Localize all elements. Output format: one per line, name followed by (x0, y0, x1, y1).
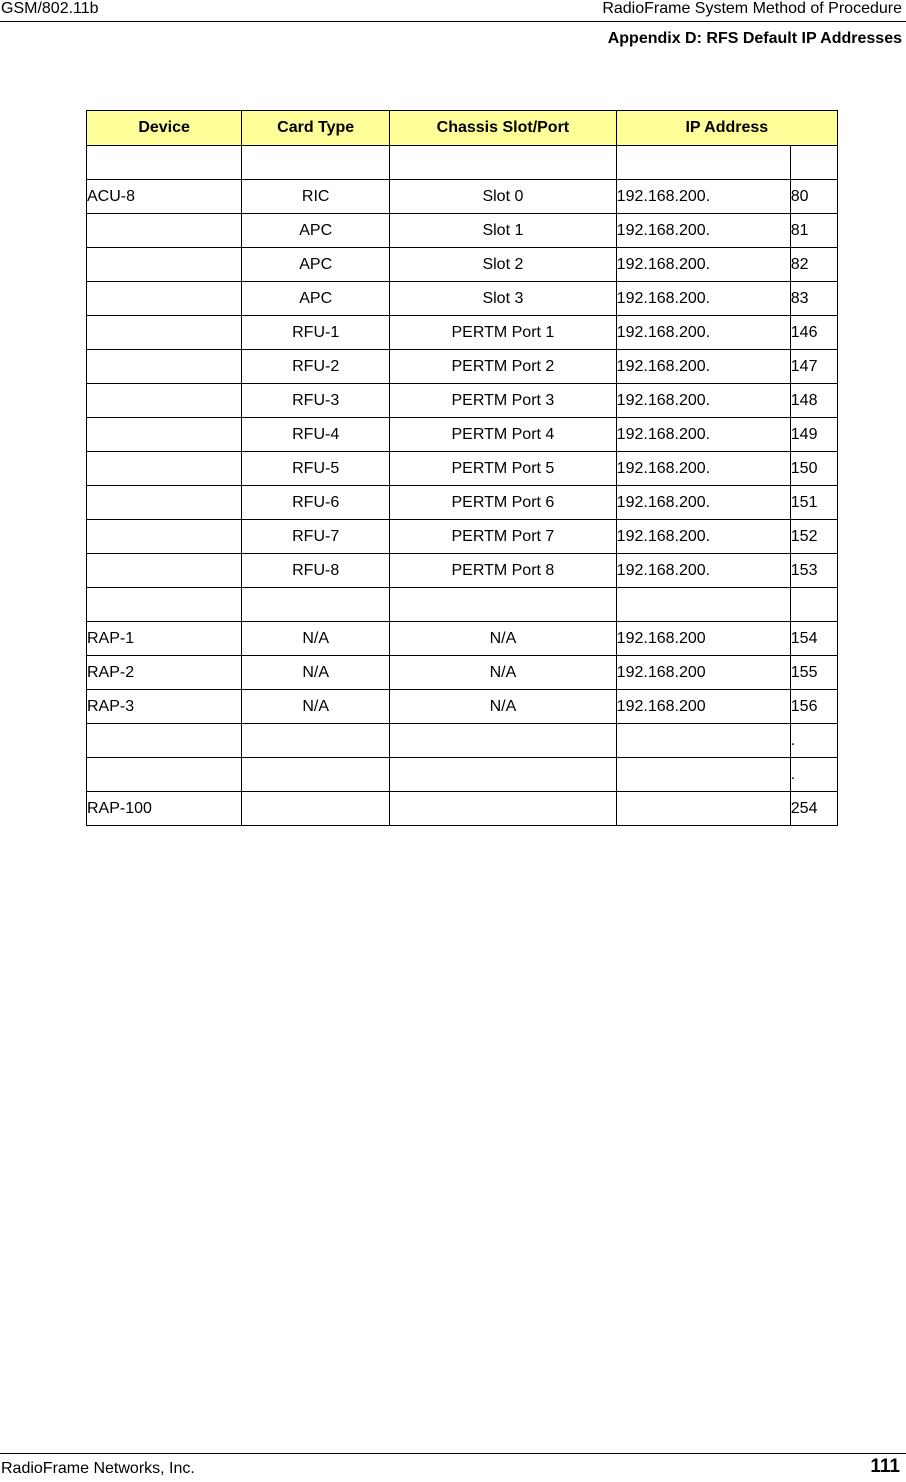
cell-chassis-slot: PERTM Port 7 (390, 520, 617, 554)
cell-chassis-slot: Slot 1 (390, 214, 617, 248)
cell-card-type: RFU-4 (242, 418, 390, 452)
cell-card-type: APC (242, 282, 390, 316)
cell-ip-octet: . (790, 724, 837, 758)
cell-device (87, 418, 242, 452)
cell-device (87, 520, 242, 554)
cell-chassis-slot: PERTM Port 3 (390, 384, 617, 418)
cell-ip-octet: . (790, 758, 837, 792)
cell-ip-prefix (616, 758, 790, 792)
section-title: Appendix D: RFS Default IP Addresses (607, 30, 902, 47)
cell-device (87, 248, 242, 282)
cell-ip-octet: 80 (790, 180, 837, 214)
cell-chassis-slot (390, 724, 617, 758)
cell-device (87, 452, 242, 486)
running-header-right: RadioFrame System Method of Procedure (602, 0, 902, 17)
table-row (87, 248, 838, 282)
cell-ip-prefix: 192.168.200. (616, 248, 790, 282)
cell-device (87, 350, 242, 384)
cell-ip-prefix: 192.168.200 (616, 622, 790, 656)
cell-ip-prefix: 192.168.200 (616, 690, 790, 724)
cell-ip-octet: 81 (790, 214, 837, 248)
table-row (87, 316, 838, 350)
cell-ip-prefix: 192.168.200. (616, 384, 790, 418)
footer-rule (0, 1453, 906, 1454)
column-header-device: Device (87, 111, 242, 146)
column-header-card-type: Card Type (242, 111, 390, 146)
cell-ip-prefix (616, 724, 790, 758)
cell-chassis-slot (390, 588, 617, 622)
table-row (87, 724, 838, 758)
table-row (87, 146, 838, 180)
cell-ip-prefix: 192.168.200. (616, 520, 790, 554)
cell-device (87, 384, 242, 418)
cell-ip-prefix: 192.168.200. (616, 316, 790, 350)
table-row (87, 350, 838, 384)
cell-card-type: RIC (242, 180, 390, 214)
table-row (87, 214, 838, 248)
table-row (87, 384, 838, 418)
cell-card-type: APC (242, 248, 390, 282)
table-row (87, 452, 838, 486)
cell-card-type (242, 758, 390, 792)
cell-chassis-slot: PERTM Port 4 (390, 418, 617, 452)
cell-chassis-slot: N/A (390, 656, 617, 690)
cell-chassis-slot (390, 792, 617, 826)
cell-device (87, 146, 242, 180)
running-header-left: GSM/802.11b (1, 0, 99, 17)
cell-ip-octet: 151 (790, 486, 837, 520)
cell-card-type: RFU-2 (242, 350, 390, 384)
table-header-row (87, 111, 838, 146)
cell-ip-octet: 152 (790, 520, 837, 554)
cell-chassis-slot: PERTM Port 5 (390, 452, 617, 486)
table-row (87, 792, 838, 826)
cell-card-type: N/A (242, 656, 390, 690)
cell-ip-octet: 148 (790, 384, 837, 418)
cell-device (87, 554, 242, 588)
cell-ip-octet: 82 (790, 248, 837, 282)
table-row (87, 588, 838, 622)
cell-chassis-slot: PERTM Port 2 (390, 350, 617, 384)
cell-card-type (242, 724, 390, 758)
cell-ip-prefix: 192.168.200. (616, 214, 790, 248)
cell-card-type: RFU-1 (242, 316, 390, 350)
cell-device (87, 758, 242, 792)
table-row (87, 520, 838, 554)
cell-ip-prefix: 192.168.200. (616, 418, 790, 452)
cell-ip-prefix: 192.168.200. (616, 180, 790, 214)
cell-card-type: N/A (242, 622, 390, 656)
column-header-ip-address: IP Address (616, 111, 837, 146)
table-row (87, 486, 838, 520)
cell-ip-prefix: 192.168.200. (616, 452, 790, 486)
header-rule (0, 21, 906, 22)
cell-card-type: RFU-8 (242, 554, 390, 588)
cell-ip-prefix: 192.168.200. (616, 554, 790, 588)
footer-company: RadioFrame Networks, Inc. (1, 1460, 195, 1477)
table-row (87, 282, 838, 316)
cell-device: ACU-8 (87, 180, 242, 214)
cell-card-type (242, 792, 390, 826)
cell-ip-octet (790, 146, 837, 180)
cell-ip-octet (790, 588, 837, 622)
cell-device: RAP-3 (87, 690, 242, 724)
cell-chassis-slot (390, 146, 617, 180)
cell-card-type: APC (242, 214, 390, 248)
cell-ip-octet: 156 (790, 690, 837, 724)
cell-ip-octet: 83 (790, 282, 837, 316)
cell-card-type: N/A (242, 690, 390, 724)
ip-address-table (86, 110, 838, 826)
cell-device: RAP-2 (87, 656, 242, 690)
cell-chassis-slot: PERTM Port 1 (390, 316, 617, 350)
cell-chassis-slot: N/A (390, 622, 617, 656)
cell-device (87, 316, 242, 350)
table-row (87, 656, 838, 690)
cell-ip-octet: 154 (790, 622, 837, 656)
cell-ip-octet: 153 (790, 554, 837, 588)
cell-card-type: RFU-3 (242, 384, 390, 418)
cell-card-type: RFU-5 (242, 452, 390, 486)
table-row (87, 758, 838, 792)
cell-chassis-slot: PERTM Port 8 (390, 554, 617, 588)
page-number: 111 (870, 1456, 900, 1477)
cell-ip-octet: 147 (790, 350, 837, 384)
cell-card-type (242, 588, 390, 622)
cell-ip-prefix: 192.168.200. (616, 486, 790, 520)
cell-chassis-slot: Slot 3 (390, 282, 617, 316)
cell-ip-prefix (616, 146, 790, 180)
table-row (87, 622, 838, 656)
column-header-chassis-slot: Chassis Slot/Port (390, 111, 617, 146)
table-row (87, 180, 838, 214)
cell-chassis-slot (390, 758, 617, 792)
cell-card-type (242, 146, 390, 180)
cell-ip-octet: 149 (790, 418, 837, 452)
cell-device (87, 486, 242, 520)
cell-ip-prefix (616, 792, 790, 826)
table-body (87, 146, 838, 826)
cell-chassis-slot: N/A (390, 690, 617, 724)
cell-device: RAP-1 (87, 622, 242, 656)
cell-ip-prefix: 192.168.200. (616, 350, 790, 384)
cell-ip-prefix (616, 588, 790, 622)
table-row (87, 690, 838, 724)
table-row (87, 418, 838, 452)
cell-card-type: RFU-7 (242, 520, 390, 554)
cell-ip-octet: 254 (790, 792, 837, 826)
cell-ip-prefix: 192.168.200. (616, 282, 790, 316)
cell-card-type: RFU-6 (242, 486, 390, 520)
cell-device (87, 282, 242, 316)
cell-ip-prefix: 192.168.200 (616, 656, 790, 690)
cell-device: RAP-100 (87, 792, 242, 826)
table-row (87, 554, 838, 588)
cell-ip-octet: 150 (790, 452, 837, 486)
cell-chassis-slot: Slot 2 (390, 248, 617, 282)
cell-chassis-slot: PERTM Port 6 (390, 486, 617, 520)
cell-device (87, 214, 242, 248)
cell-chassis-slot: Slot 0 (390, 180, 617, 214)
cell-ip-octet: 146 (790, 316, 837, 350)
cell-device (87, 588, 242, 622)
cell-device (87, 724, 242, 758)
cell-ip-octet: 155 (790, 656, 837, 690)
